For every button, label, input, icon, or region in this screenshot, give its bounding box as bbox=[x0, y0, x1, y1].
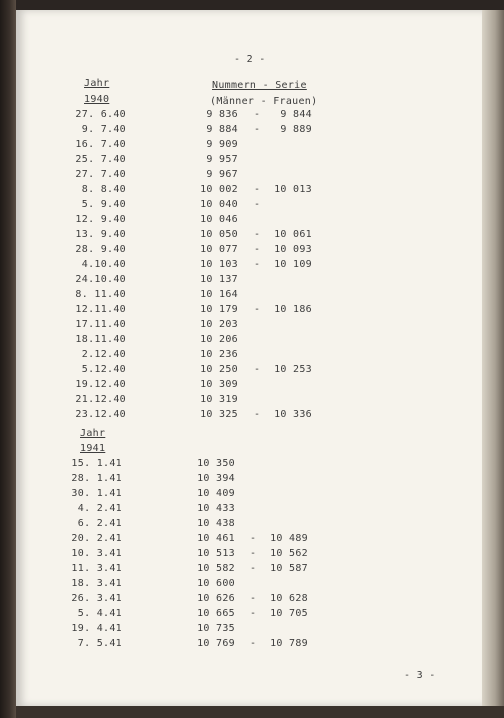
row-number-from: 10 309 bbox=[200, 379, 238, 390]
row-number-to: 9 889 bbox=[280, 124, 312, 135]
row-date: 10. 3.41 bbox=[71, 548, 122, 559]
row-date: 17.11.40 bbox=[75, 319, 126, 330]
row-date: 23.12.40 bbox=[75, 409, 126, 420]
row-number-from: 10 769 bbox=[197, 638, 235, 649]
row-number-to: 10 587 bbox=[270, 563, 308, 574]
row-number-from: 10 438 bbox=[197, 518, 235, 529]
row-number-to: 10 705 bbox=[270, 608, 308, 619]
row-number-from: 10 002 bbox=[200, 184, 238, 195]
row-dash: - bbox=[254, 199, 261, 210]
row-number-from: 10 103 bbox=[200, 259, 238, 270]
row-number-to: 10 093 bbox=[274, 244, 312, 255]
row-number-from: 10 319 bbox=[200, 394, 238, 405]
row-number-from: 10 513 bbox=[197, 548, 235, 559]
row-number-to: 10 489 bbox=[270, 533, 308, 544]
row-date: 27. 7.40 bbox=[75, 169, 126, 180]
row-date: 18.11.40 bbox=[75, 334, 126, 345]
row-date: 5. 4.41 bbox=[77, 608, 122, 619]
row-date: 18. 3.41 bbox=[71, 578, 122, 589]
row-number-from: 10 046 bbox=[200, 214, 238, 225]
row-number-from: 10 250 bbox=[200, 364, 238, 375]
row-number-from: 10 164 bbox=[200, 289, 238, 300]
row-dash: - bbox=[250, 563, 257, 574]
row-number-from: 10 236 bbox=[200, 349, 238, 360]
row-dash: - bbox=[250, 593, 257, 604]
row-number-from: 9 909 bbox=[206, 139, 238, 150]
row-number-to: 10 013 bbox=[274, 184, 312, 195]
series-header: Nummern - Serie bbox=[212, 80, 307, 91]
row-date: 8. 8.40 bbox=[81, 184, 126, 195]
row-dash: - bbox=[250, 548, 257, 559]
row-number-from: 10 203 bbox=[200, 319, 238, 330]
row-dash: - bbox=[250, 533, 257, 544]
row-number-from: 10 137 bbox=[200, 274, 238, 285]
row-number-from: 10 409 bbox=[197, 488, 235, 499]
year-1940-heading: 1940 bbox=[84, 94, 110, 105]
book-binding bbox=[0, 0, 16, 718]
row-date: 6. 2.41 bbox=[77, 518, 122, 529]
row-dash: - bbox=[250, 608, 257, 619]
row-number-from: 10 582 bbox=[197, 563, 235, 574]
row-number-to: 10 253 bbox=[274, 364, 312, 375]
row-dash: - bbox=[254, 109, 261, 120]
row-date: 19. 4.41 bbox=[71, 623, 122, 634]
row-date: 8. 11.40 bbox=[75, 289, 126, 300]
row-date: 4.10.40 bbox=[81, 259, 126, 270]
row-dash: - bbox=[254, 229, 261, 240]
row-number-to: 10 628 bbox=[270, 593, 308, 604]
next-page-number: - 3 - bbox=[404, 670, 436, 681]
row-number-from: 10 040 bbox=[200, 199, 238, 210]
row-date: 12.11.40 bbox=[75, 304, 126, 315]
row-number-from: 9 957 bbox=[206, 154, 238, 165]
page-edge bbox=[482, 10, 504, 718]
row-date: 2.12.40 bbox=[81, 349, 126, 360]
row-date: 28. 1.41 bbox=[71, 473, 122, 484]
row-dash: - bbox=[254, 409, 261, 420]
row-number-from: 10 325 bbox=[200, 409, 238, 420]
row-date: 19.12.40 bbox=[75, 379, 126, 390]
row-number-from: 10 461 bbox=[197, 533, 235, 544]
year-header: Jahr bbox=[84, 78, 110, 89]
series-subheader: (Männer - Frauen) bbox=[210, 96, 318, 107]
row-number-to: 9 844 bbox=[280, 109, 312, 120]
row-date: 7. 5.41 bbox=[77, 638, 122, 649]
row-date: 21.12.40 bbox=[75, 394, 126, 405]
row-date: 5.12.40 bbox=[81, 364, 126, 375]
row-date: 26. 3.41 bbox=[71, 593, 122, 604]
row-number-from: 10 735 bbox=[197, 623, 235, 634]
row-date: 25. 7.40 bbox=[75, 154, 126, 165]
row-date: 30. 1.41 bbox=[71, 488, 122, 499]
row-number-to: 10 061 bbox=[274, 229, 312, 240]
row-number-to: 10 789 bbox=[270, 638, 308, 649]
row-date: 24.10.40 bbox=[75, 274, 126, 285]
row-date: 16. 7.40 bbox=[75, 139, 126, 150]
row-date: 9. 7.40 bbox=[81, 124, 126, 135]
row-dash: - bbox=[254, 244, 261, 255]
row-date: 27. 6.40 bbox=[75, 109, 126, 120]
row-number-to: 10 336 bbox=[274, 409, 312, 420]
row-number-from: 10 077 bbox=[200, 244, 238, 255]
row-dash: - bbox=[254, 259, 261, 270]
row-number-from: 10 626 bbox=[197, 593, 235, 604]
row-date: 15. 1.41 bbox=[71, 458, 122, 469]
bottom-edge bbox=[16, 706, 504, 718]
row-date: 28. 9.40 bbox=[75, 244, 126, 255]
year-1941-heading: 1941 bbox=[80, 443, 106, 454]
row-date: 5. 9.40 bbox=[81, 199, 126, 210]
row-number-from: 9 836 bbox=[206, 109, 238, 120]
year-header-1941: Jahr bbox=[80, 428, 106, 439]
row-date: 12. 9.40 bbox=[75, 214, 126, 225]
row-number-to: 10 109 bbox=[274, 259, 312, 270]
row-dash: - bbox=[254, 364, 261, 375]
row-dash: - bbox=[254, 304, 261, 315]
row-dash: - bbox=[254, 124, 261, 135]
row-date: 11. 3.41 bbox=[71, 563, 122, 574]
row-date: 13. 9.40 bbox=[75, 229, 126, 240]
row-date: 20. 2.41 bbox=[71, 533, 122, 544]
row-dash: - bbox=[250, 638, 257, 649]
row-number-from: 9 967 bbox=[206, 169, 238, 180]
row-number-from: 10 206 bbox=[200, 334, 238, 345]
row-dash: - bbox=[254, 184, 261, 195]
row-number-to: 10 562 bbox=[270, 548, 308, 559]
row-number-from: 10 433 bbox=[197, 503, 235, 514]
row-number-from: 10 394 bbox=[197, 473, 235, 484]
row-number-from: 10 600 bbox=[197, 578, 235, 589]
page-number: - 2 - bbox=[234, 54, 266, 65]
row-number-from: 9 884 bbox=[206, 124, 238, 135]
row-number-to: 10 186 bbox=[274, 304, 312, 315]
row-number-from: 10 350 bbox=[197, 458, 235, 469]
row-date: 4. 2.41 bbox=[77, 503, 122, 514]
row-number-from: 10 050 bbox=[200, 229, 238, 240]
row-number-from: 10 665 bbox=[197, 608, 235, 619]
row-number-from: 10 179 bbox=[200, 304, 238, 315]
